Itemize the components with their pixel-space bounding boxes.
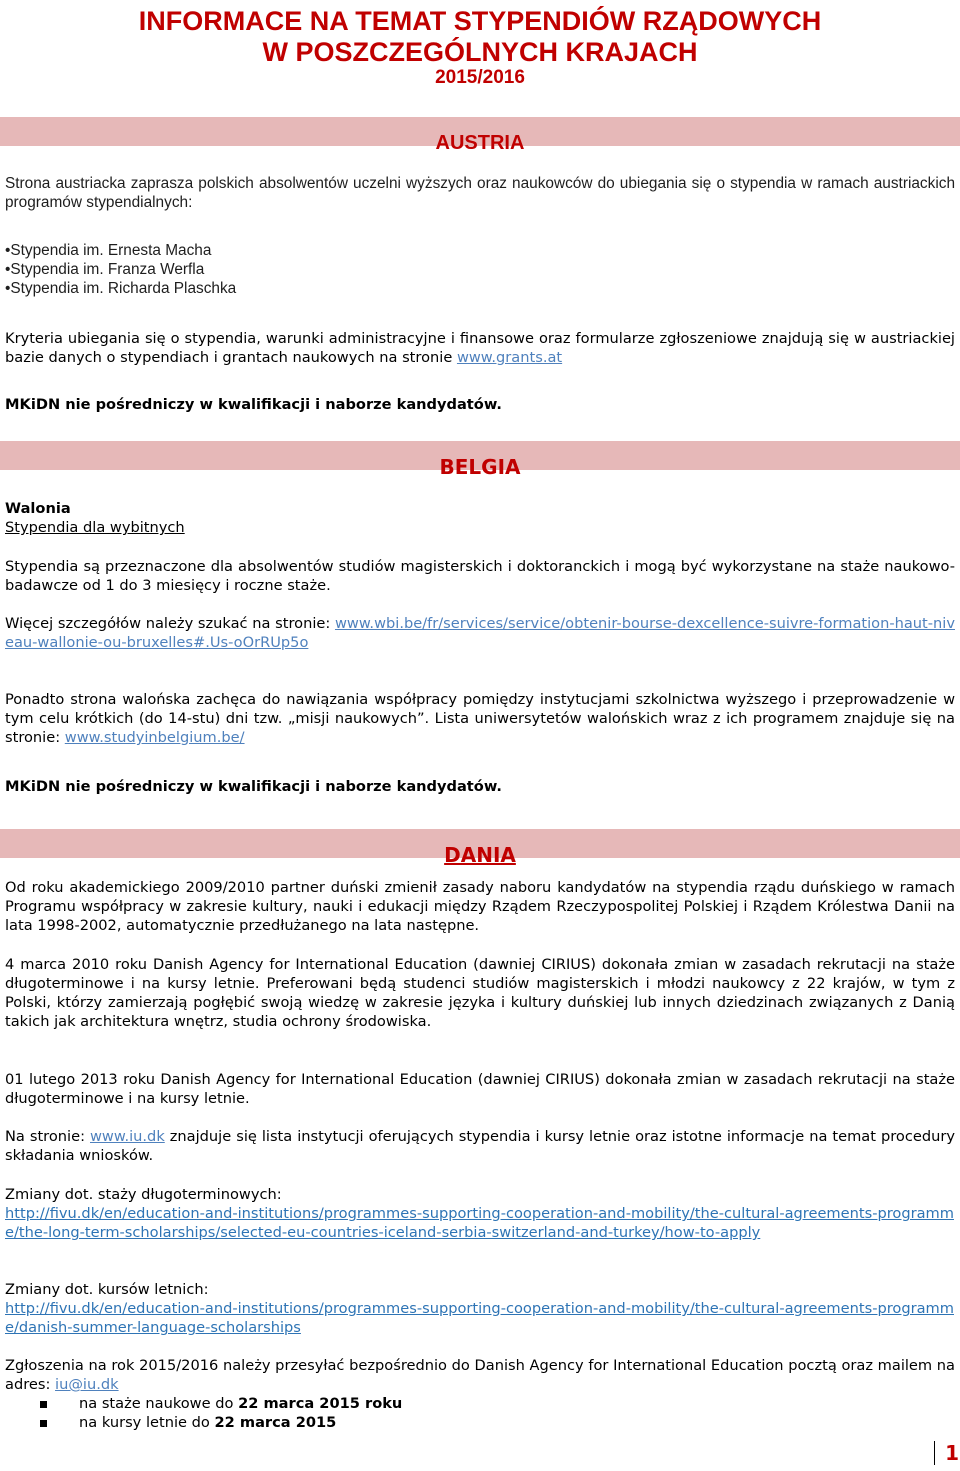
- belgia-p2-text: Więcej szczegółów należy szukać na stronie:: [5, 615, 335, 632]
- section-header-austria: [0, 117, 960, 154]
- grants-link[interactable]: www.grants.at: [456, 349, 563, 366]
- section-title-austria: AUSTRIA: [435, 132, 525, 154]
- belgia-note: MKiDN nie pośredniczy w kwalifikacji i naborze kandydatów.: [5, 778, 502, 795]
- list-item: •Stypendia im. Richarda Plaschka: [5, 280, 237, 297]
- document-title-line2: W POSZCZEGÓLNYCH KRAJACH: [262, 37, 698, 67]
- dania-p6-label: Zmiany dot. kursów letnich:: [5, 1281, 209, 1298]
- belgia-paragraph-1: Stypendia są przeznaczone dla absolwentów studiów magisterskich i doktoranckich i mogą być wykorzystane na staże naukowo-badawcze od 1 do 3 miesięcy i roczne staże.: [5, 558, 955, 594]
- dania-paragraph-7: [5, 1356, 955, 1394]
- dania-paragraph-2: 4 marca 2010 roku Danish Agency for International Education (dawniej CIRIUS) dokonała zmian w zasadach rekrutacji na staże długoterminowe i na kursy letnie. Preferowani będą studenci studiów magisterskich i młodzi naukowcy z 22 krajów, w tym z Polski, którzy zamierzają pogłębić swoją wiedzę w zakresie języka i kultury duńskiej lub innych dziedzinach związanych z Danią takich jak architektura wnętrz, studia ochrony środowiska.: [5, 956, 955, 1030]
- deadline-prefix: na staże naukowe do: [79, 1395, 239, 1412]
- belgia-p3-text: Ponadto strona walońska zachęca do nawiązania współpracy pomiędzy instytucjami szkolnictwa wyższego i przeprowadzenie w tym celu krótkich (do 14-stu) dni tzw. „misji naukowych”. Lista uniwersytetów walońskich wraz z ich programem znajduje się na stronie:: [5, 691, 955, 746]
- austria-criteria-text: Kryteria ubiegania się o stypendia, warunki administracyjne i finansowe oraz formularze zgłoszeniowe znajdują się w austriackiej bazie danych o stypendiach i grantach naukowych na stronie: [5, 330, 955, 366]
- austria-program-list: [5, 241, 955, 298]
- list-item: •Stypendia im. Ernesta Macha: [5, 242, 212, 259]
- deadline-item: [0, 1394, 960, 1413]
- section-header-dania: [0, 829, 960, 867]
- deadline-text: [79, 1394, 402, 1413]
- summer-scholarships-link[interactable]: http://fivu.dk/en/education-and-institutions/programmes-supporting-cooperation-and-mobility/the-cultural-agreements-programme/danish-summer-language-scholarships: [5, 1300, 954, 1336]
- belgia-paragraph-3: [5, 690, 955, 747]
- dania-paragraph-5: [5, 1185, 955, 1242]
- deadline-date: 22 marca 2015: [214, 1414, 337, 1431]
- dania-p4-suffix: znajduje się lista instytucji oferujących stypendia i kursy letnie oraz istotne informacje na temat procedury składania wniosków.: [5, 1128, 955, 1164]
- belgia-subtitle: Stypendia dla wybitnych: [5, 519, 185, 536]
- deadline-item: [0, 1413, 960, 1432]
- document-year: 2015/2016: [435, 67, 525, 88]
- dania-p4-prefix: Na stronie:: [5, 1128, 90, 1145]
- studyinbelgium-link[interactable]: www.studyinbelgium.be/: [64, 729, 245, 746]
- belgia-paragraph-2: [5, 614, 955, 652]
- iu-email-link[interactable]: iu@iu.dk: [55, 1376, 119, 1393]
- dania-p7-text: Zgłoszenia na rok 2015/2016 należy przesyłać bezpośrednio do Danish Agency for International Education pocztą oraz mailem na adres:: [5, 1357, 955, 1393]
- document-title-line1: INFORMACE NA TEMAT STYPENDIÓW RZĄDOWYCH: [138, 6, 822, 36]
- section-title-belgia: BELGIA: [439, 455, 521, 479]
- page-number: 1: [934, 1441, 959, 1465]
- dania-p5-label: Zmiany dot. staży długoterminowych:: [5, 1186, 282, 1203]
- deadline-prefix: na kursy letnie do: [79, 1414, 215, 1431]
- deadline-text: [79, 1413, 336, 1432]
- iu-link[interactable]: www.iu.dk: [90, 1128, 165, 1145]
- dania-paragraph-6: [5, 1280, 955, 1337]
- wbi-link[interactable]: www.wbi.be/fr/services/service/obtenir-bourse-dexcellence-suivre-formation-haut-niveau-wallonie-ou-bruxelles#.Us-oOrRUp5o: [5, 615, 955, 651]
- square-bullet-icon: [40, 1401, 47, 1408]
- austria-intro: Strona austriacka zaprasza polskich absolwentów uczelni wyższych oraz naukowców do ubiegania się o stypendia w ramach austriackich programów stypendialnych:: [5, 175, 955, 211]
- belgia-region: Walonia: [5, 500, 71, 517]
- austria-note: MKiDN nie pośredniczy w kwalifikacji i naborze kandydatów.: [5, 396, 502, 413]
- section-header-belgia: [0, 441, 960, 479]
- dania-paragraph-1: Od roku akademickiego 2009/2010 partner duński zmienił zasady naboru kandydatów na stypendia rządu duńskiego w ramach Programu współpracy w zakresie kultury, nauki i edukacji między Rządem Rzeczypospolitej Polskiej i Rządem Królestwa Danii na lata 1998-2002, automatycznie przedłużanego na lata następne.: [5, 879, 955, 934]
- list-item: •Stypendia im. Franza Werfla: [5, 261, 205, 278]
- deadline-date: 22 marca 2015 roku: [238, 1395, 403, 1412]
- dania-paragraph-4: [5, 1127, 955, 1165]
- square-bullet-icon: [40, 1420, 47, 1427]
- section-title-dania: DANIA: [444, 843, 516, 867]
- dania-paragraph-3: 01 lutego 2013 roku Danish Agency for International Education (dawniej CIRIUS) dokonała zmian w zasadach rekrutacji na staże długoterminowe i na kursy letnie.: [5, 1071, 955, 1107]
- austria-criteria: [5, 329, 955, 367]
- long-term-scholarships-link[interactable]: http://fivu.dk/en/education-and-institutions/programmes-supporting-cooperation-and-mobility/the-cultural-agreements-programme/the-long-term-scholarships/selected-eu-countries-iceland-serbia-switzerland-and-turkey/how-to-apply: [5, 1205, 954, 1241]
